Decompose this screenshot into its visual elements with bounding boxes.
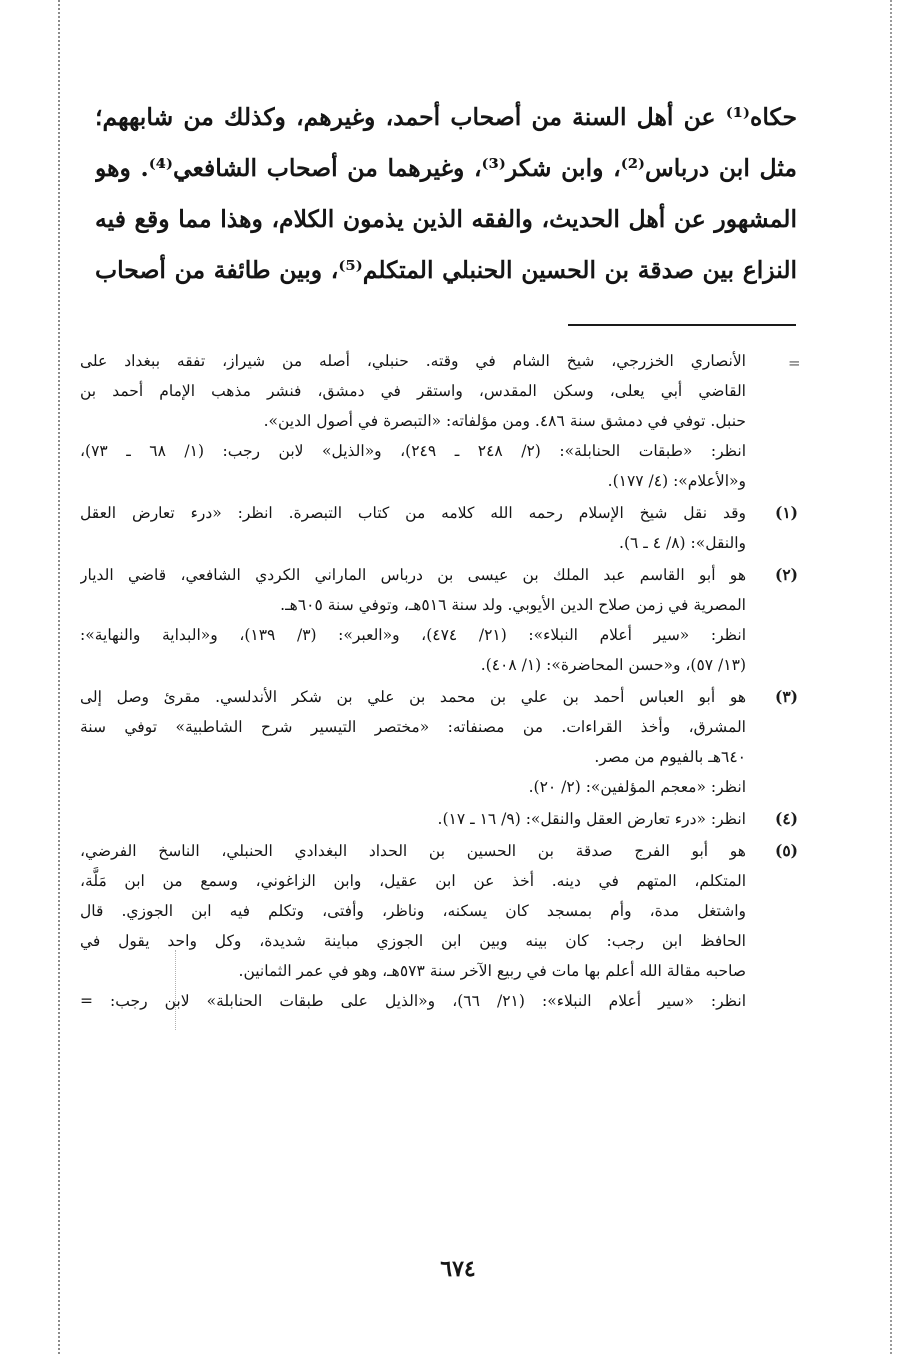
main-text-line: النزاع بين صدقة بن الحسين الحنبلي المتكلم⁽⁵⁾، وبين طائفة من أصحاب xyxy=(95,256,797,284)
footnote-line: وقد نقل شيخ الإسلام رحمه الله كلامه من كتاب التبصرة. انظر: «درء تعارض العقل xyxy=(80,504,746,522)
footnote-number: (٢) xyxy=(774,565,798,584)
footnote-line: هو أبو القاسم عبد الملك بن عيسى بن درباس الماراني الكردي الشافعي، قاضي الديار xyxy=(80,566,746,584)
footnote-line: حنبل. توفي في دمشق سنة ٤٨٦. ومن مؤلفاته: «التبصرة في أصول الدين». xyxy=(263,412,746,430)
footnote-line: انظر: «درء تعارض العقل والنقل»: (٩/ ١٦ ـ ١٧). xyxy=(437,810,746,828)
footnote-line: انظر: «معجم المؤلفين»: (٢/ ٢٠). xyxy=(528,778,746,796)
footnote-4 xyxy=(80,804,798,834)
main-text xyxy=(95,92,797,296)
footnote-separator xyxy=(568,324,796,326)
main-text-line: حكاه⁽¹⁾ عن أهل السنة من أصحاب أحمد، وغيرهم، وكذلك من شابههم؛ xyxy=(95,103,797,131)
page-number: ٦٧٤ xyxy=(440,1256,476,1282)
footnote-3 xyxy=(80,682,798,802)
footnote-line: والنقل»: (٨/ ٤ ـ ٦). xyxy=(619,534,746,552)
footnote-line: هو أبو العباس أحمد بن علي بن محمد بن علي بن شكر الأندلسي. مقرئ وصل إلى xyxy=(80,688,746,706)
scan-margin-dots-right xyxy=(890,0,892,1354)
footnote-line: القاضي أبي يعلى، وسكن المقدس، واستقر في دمشق، فنشر مذهب الإمام أحمد بن xyxy=(80,382,746,400)
footnote-line: واشتغل مدة، وأم بمسجد كان يسكنه، وناظر، وأفتى، وتكلم فيه ابن الجوزي. قال xyxy=(80,902,746,920)
footnote-line: صاحبه مقالة الله أعلم بها مات في ربيع الآخر سنة ٥٧٣هـ، وهو في عمر الثمانين. xyxy=(238,962,746,980)
footnote-line: (١٣/ ٥٧)، و«حسن المحاضرة»: (١/ ٤٠٨). xyxy=(480,656,746,674)
main-text-line: مثل ابن درباس⁽²⁾، وابن شكر⁽³⁾، وغيرهما من أصحاب الشافعي⁽⁴⁾. وهو xyxy=(95,154,797,182)
footnote-5 xyxy=(80,836,798,1016)
footnote-2 xyxy=(80,560,798,680)
footnote-line: هو أبو الفرج صدقة بن الحسين بن الحداد البغدادي الحنبلي، الناسخ الفرضي، xyxy=(80,842,746,860)
footnote-number: (٤) xyxy=(774,809,798,828)
scan-margin-dots-left xyxy=(58,0,60,1354)
footnote-line: ٦٤٠هـ بالفيوم من مصر. xyxy=(594,748,746,766)
footnote-line: انظر: «سير أعلام النبلاء»: (٢١/ ٤٧٤)، و«العبر»: (٣/ ١٣٩)، و«البداية والنهاية»: xyxy=(80,626,746,644)
footnote-line: المصرية في زمن صلاح الدين الأيوبي. ولد سنة ٥١٦هـ، وتوفي سنة ٦٠٥هـ. xyxy=(280,596,746,614)
main-text-line: المشهور عن أهل الحديث، والفقه الذين يذمون الكلام، وهذا مما وقع فيه xyxy=(95,205,797,233)
footnote-line: انظر: «طبقات الحنابلة»: (٢/ ٢٤٨ ـ ٢٤٩)، و«الذيل» لابن رجب: (١/ ٦٨ ـ ٧٣)، xyxy=(80,442,746,460)
footnote-number: (٣) xyxy=(774,687,798,706)
continuation-marker: = xyxy=(788,354,801,372)
footnote-number: (١) xyxy=(774,503,798,522)
footnote-number: (٥) xyxy=(774,841,798,860)
footnote-line: المشرق، وأخذ القراءات. من مصنفاته: «مختصر التيسير شرح الشاطبية» توفي سنة xyxy=(80,718,746,736)
footnote-1 xyxy=(80,498,798,558)
footnote-line: الأنصاري الخزرجي، شيخ الشام في وقته. حنبلي، أصله من شيراز، تفقه ببغداد على xyxy=(80,352,746,370)
footnote-line: الحافظ ابن رجب: كان بينه وبين ابن الجوزي مباينة شديدة، وكل واحد يقول في xyxy=(80,932,746,950)
footnote-continuation xyxy=(80,346,798,496)
footnote-line: و«الأعلام»: (٤/ ١٧٧). xyxy=(607,472,746,490)
footnote-line: انظر: «سير أعلام النبلاء»: (٢١/ ٦٦)، و«الذيل على طبقات الحنابلة» لابن رجب: = xyxy=(80,992,746,1010)
footnote-line: المتكلم، المتهم في دينه. أخذ عن ابن عقيل، وابن الزاغوني، وسمع من ابن مَلَّة، xyxy=(80,872,746,890)
footnotes xyxy=(80,346,798,1018)
